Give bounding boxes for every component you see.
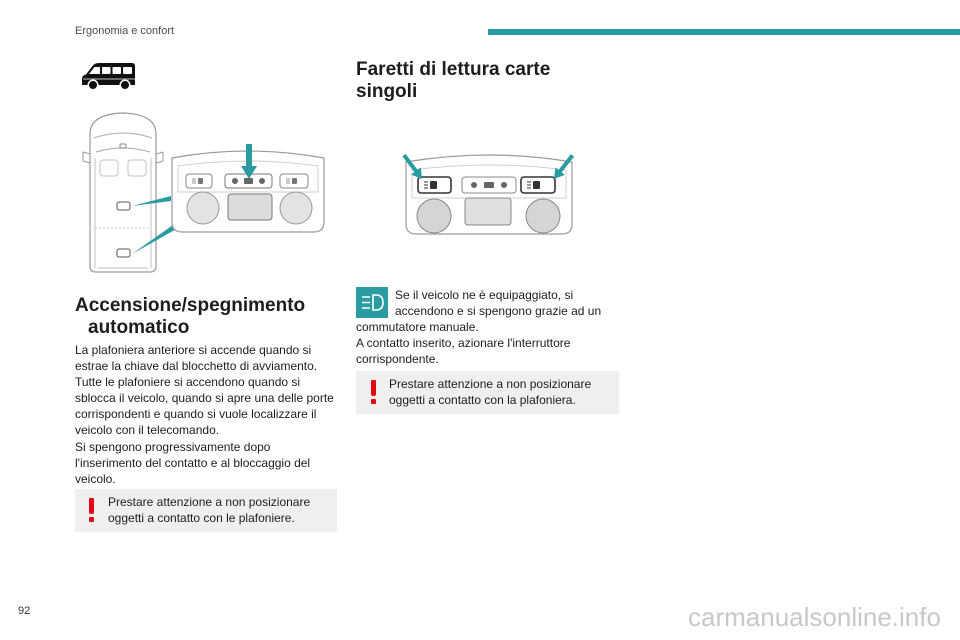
front-courtesy-lamp [117, 202, 130, 210]
text-line: sblocca il veicolo, quando si apre una delle porte [75, 391, 334, 406]
text-line: La plafoniera anteriore si accende quando si [75, 343, 312, 357]
map-light-right [526, 199, 560, 233]
heading-map-reading-lights: Faretti di lettura carte singoli [356, 59, 551, 102]
warning-text [108, 494, 310, 526]
map-lights-text [356, 287, 601, 367]
text-line: oggetti a contatto con la plafoniera. [389, 393, 576, 407]
map-light-right [280, 192, 312, 224]
overhead-console-map-lights-icon [398, 148, 580, 238]
text-line: l'inserimento del contatto e al bloccaggio del [75, 455, 311, 470]
text-line: A contatto inserito, azionare l'interruttore [356, 336, 571, 350]
section-title: Ergonomia e confort [75, 25, 175, 37]
warning-note [356, 371, 619, 414]
text-line: Si spengono progressivamente dopo [75, 439, 271, 454]
text-line: Prestare attenzione a non posizionare [108, 495, 311, 509]
watermark: carmanualsonline.info [688, 602, 941, 632]
page-number: 92 [18, 605, 31, 617]
rear-courtesy-lamp [117, 249, 130, 257]
van-top-view-courtesy-lamps-icon [80, 108, 330, 278]
text-line: veicolo con il telecomando. [75, 423, 220, 438]
van-top-view [83, 113, 163, 272]
automatic-lighting-text [75, 342, 334, 487]
heading-automatic-lighting: Accensione/spegnimento automatico [75, 295, 306, 338]
text-line: oggetti a contatto con le plafoniere. [108, 511, 295, 525]
van-side-icon [80, 60, 137, 92]
map-light-left [187, 192, 219, 224]
text-line: corrispondenti e quando si vuole localizzare il [75, 407, 317, 422]
ceiling-lamp [465, 198, 511, 225]
text-line: Se il veicolo ne è equipaggiato, si [395, 288, 574, 302]
warning-text [389, 376, 591, 408]
text-line: veicolo. [75, 471, 116, 486]
warning-note [75, 489, 337, 532]
text-line: Tutte le plafoniere si accendono quando si [75, 375, 301, 390]
map-light-left [417, 199, 451, 233]
text-line: corrispondente. [356, 352, 439, 366]
text-line: commutatore manuale. [356, 320, 479, 334]
text-line: estrae la chiave dal blocchetto di avviamento. [75, 359, 318, 374]
warning-icon [89, 498, 94, 522]
text-line: Prestare attenzione a non posizionare [389, 377, 592, 391]
ceiling-lamp [228, 194, 272, 220]
text-line: accendono e si spengono grazie ad un [395, 304, 602, 318]
header-accent-bar [488, 29, 960, 35]
warning-icon [371, 380, 376, 404]
